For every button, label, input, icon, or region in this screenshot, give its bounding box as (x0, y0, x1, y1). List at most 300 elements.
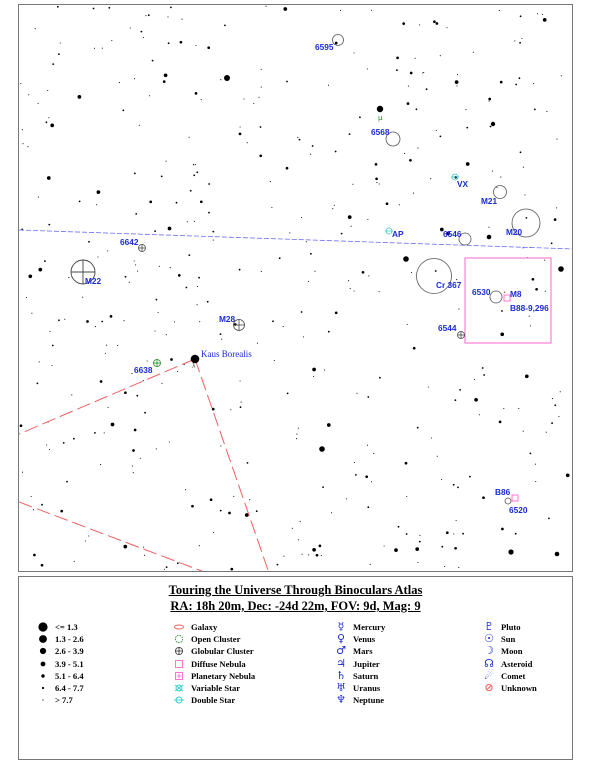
field-star (259, 154, 262, 157)
field-star (413, 347, 416, 350)
field-star (198, 277, 200, 279)
field-star (107, 250, 108, 251)
label-6544: 6544 (438, 323, 457, 333)
field-star (349, 133, 351, 135)
field-star (410, 72, 413, 75)
field-star (119, 82, 120, 83)
field-star (408, 86, 409, 87)
field-star (354, 462, 355, 463)
field-star (57, 6, 59, 8)
legend-mag-label: 3.9 - 5.1 (55, 658, 84, 669)
field-star (199, 321, 200, 322)
field-star (161, 383, 162, 384)
field-star (335, 42, 338, 45)
legend-planet-label: Mars (353, 646, 373, 657)
mag-dot-icon (37, 694, 53, 706)
legend-mag-label: 2.6 - 3.9 (55, 646, 84, 657)
field-star (404, 153, 405, 154)
field-star (367, 445, 368, 446)
field-star (256, 510, 258, 512)
field-star (33, 509, 34, 510)
field-star (86, 320, 89, 323)
field-star (551, 422, 553, 424)
field-star (49, 331, 50, 332)
galaxy-icon (171, 621, 187, 633)
field-star (466, 127, 468, 129)
field-star (332, 208, 333, 209)
legend-body-label: Asteroid (501, 658, 533, 669)
mercury-icon: ☿ (337, 620, 345, 633)
field-star (240, 126, 241, 127)
label-ap: AP (392, 229, 404, 239)
field-star (159, 266, 160, 267)
field-star (558, 416, 559, 417)
field-star (398, 526, 400, 528)
field-star (436, 22, 439, 25)
legend-mag-label: > 7.7 (55, 695, 73, 706)
label-6595: 6595 (315, 42, 334, 52)
field-star (258, 97, 259, 98)
star-chart[interactable] (18, 4, 573, 572)
field-star (68, 277, 69, 278)
field-star (441, 479, 442, 480)
planetary-nebula-icon (171, 670, 187, 682)
field-star (64, 319, 65, 320)
field-star (220, 445, 221, 446)
field-star (532, 278, 535, 281)
field-star (212, 408, 215, 411)
deep-sky-objects (71, 35, 540, 505)
field-star (283, 7, 287, 11)
star-bright-3 (558, 266, 564, 272)
field-star (38, 197, 39, 198)
label-mu: μ (378, 114, 383, 122)
field-star (152, 60, 154, 62)
field-star (543, 18, 547, 22)
field-star (386, 202, 389, 205)
globular-cluster-icon (171, 645, 187, 657)
field-star (141, 31, 143, 33)
field-star (454, 547, 457, 550)
pluto-icon: ♇ (484, 620, 494, 633)
field-star (462, 533, 464, 535)
field-star (458, 309, 459, 310)
field-star (446, 531, 449, 534)
field-star (82, 297, 83, 298)
field-star (286, 81, 288, 83)
diffuse-nebula-icon (171, 658, 187, 670)
legend-mag-label: <= 1.3 (55, 622, 78, 632)
label-m21: M21 (481, 196, 498, 206)
field-star (417, 427, 419, 429)
field-star (124, 391, 127, 394)
field-star (440, 55, 441, 56)
field-star (168, 42, 170, 44)
comet-icon: ☄ (484, 668, 494, 682)
field-star (474, 379, 475, 380)
field-star (166, 161, 167, 162)
field-star (482, 496, 485, 499)
field-star (196, 171, 198, 173)
legend-mag-label: 1.3 - 2.6 (55, 634, 84, 645)
field-star (296, 434, 297, 435)
field-star (519, 77, 521, 79)
field-star (156, 448, 157, 449)
field-star (328, 331, 330, 333)
field-star (100, 464, 101, 465)
label-m22: M22 (85, 276, 102, 286)
star-mu-sgr[interactable] (377, 106, 383, 112)
variable-star-icon (171, 682, 187, 694)
field-star (453, 484, 455, 486)
field-star (308, 281, 309, 282)
field-star (110, 315, 113, 318)
field-star (530, 325, 531, 326)
legend-planet-label: Neptune (353, 695, 385, 706)
legend-panel (18, 576, 573, 760)
field-star (415, 58, 416, 59)
legend-type-label: Galaxy (191, 622, 218, 632)
field-star (419, 535, 420, 536)
field-star (31, 313, 32, 314)
star-bright-1 (224, 75, 230, 81)
field-star (170, 7, 172, 9)
field-star (335, 311, 338, 314)
field-star (187, 221, 188, 222)
mag-dot-icon (37, 633, 53, 645)
field-star (145, 15, 146, 16)
field-star (130, 27, 131, 28)
field-star (260, 126, 262, 128)
field-star (46, 121, 48, 123)
chart-lines (19, 230, 573, 572)
field-star (164, 569, 165, 570)
star-chart-svg (19, 5, 573, 572)
field-star (38, 268, 42, 272)
field-star (176, 202, 178, 204)
field-star (324, 370, 325, 371)
field-star (94, 432, 96, 434)
field-star (490, 126, 492, 128)
field-star (38, 103, 39, 104)
field-star (283, 556, 284, 557)
field-star (170, 267, 171, 268)
field-star (188, 254, 190, 256)
field-star (321, 555, 322, 556)
field-star (433, 20, 436, 23)
field-star (396, 57, 399, 60)
field-star (31, 496, 32, 497)
uranus-icon: ♅ (336, 680, 346, 694)
field-star (22, 143, 23, 144)
field-star (353, 52, 354, 53)
field-star (178, 274, 181, 277)
field-star (310, 154, 311, 155)
label-b88: B88-9,296 (510, 303, 549, 313)
globular-cluster-6642[interactable] (139, 245, 146, 252)
field-star (163, 80, 166, 83)
field-star (189, 137, 190, 138)
field-star (313, 376, 314, 377)
field-star (556, 207, 557, 208)
field-star (292, 528, 293, 529)
star-bright-4 (319, 446, 325, 452)
field-star (123, 545, 127, 549)
legend-planet-label: Mercury (353, 622, 386, 632)
field-star (379, 291, 380, 292)
field-star (520, 151, 522, 153)
field-star (111, 423, 115, 427)
label-kaus-borealis: Kaus Borealis (201, 349, 252, 359)
equator-line (19, 230, 573, 249)
field-star (277, 564, 279, 566)
atlas-subtitle: RA: 18h 20m, Dec: -24d 22m, FOV: 9d, Mag: 9 (170, 599, 421, 613)
open-cluster-6530[interactable] (490, 291, 502, 303)
field-star (286, 167, 289, 170)
field-star (220, 510, 222, 512)
field-star (489, 101, 490, 102)
field-star (316, 554, 319, 557)
field-star (334, 205, 335, 206)
open-cluster-6595[interactable] (333, 35, 344, 46)
field-star (139, 125, 140, 126)
field-star (415, 547, 419, 551)
field-star (444, 566, 445, 567)
field-star (143, 547, 144, 548)
field-star (88, 535, 89, 536)
field-star (94, 48, 95, 49)
field-star (523, 167, 524, 168)
field-star (261, 87, 262, 88)
field-star (166, 566, 168, 568)
field-star (253, 103, 254, 104)
field-star (197, 286, 198, 287)
field-star (164, 73, 168, 77)
field-star (230, 568, 233, 571)
field-star (340, 10, 341, 11)
label-m20: M20 (506, 227, 523, 237)
field-star (134, 260, 135, 261)
field-star (436, 130, 437, 131)
label-6520: 6520 (509, 505, 528, 515)
field-star (331, 512, 332, 513)
field-star (297, 137, 298, 138)
field-star (50, 124, 54, 128)
field-star (296, 438, 297, 439)
field-star (367, 506, 369, 508)
field-star (60, 510, 63, 513)
field-star (465, 109, 466, 110)
globular-cluster-6544[interactable] (458, 332, 465, 339)
field-star (306, 241, 307, 242)
asteroid-icon: ☊ (484, 656, 494, 670)
jupiter-icon: ♃ (336, 656, 346, 670)
field-star (96, 204, 97, 205)
field-star (108, 7, 110, 9)
field-star (375, 177, 378, 180)
legend-body-label: Comet (501, 670, 526, 681)
field-star (174, 321, 175, 322)
field-star (28, 94, 29, 95)
legend-body-label: Sun (501, 634, 516, 645)
field-star (51, 365, 52, 366)
field-star (396, 69, 398, 71)
field-star (503, 408, 504, 409)
field-star (143, 380, 144, 381)
field-star (108, 407, 109, 408)
field-star (194, 221, 195, 222)
field-star (405, 462, 408, 465)
field-star (58, 53, 60, 55)
field-star (180, 41, 183, 44)
field-star (379, 183, 380, 184)
field-star (134, 429, 137, 432)
field-star (328, 85, 329, 86)
field-star (355, 474, 357, 476)
label-6530: 6530 (472, 287, 491, 297)
field-star (132, 449, 135, 452)
field-star (560, 391, 561, 392)
field-star (479, 414, 480, 415)
field-star (195, 92, 198, 95)
legend-type-label: Diffuse Nebula (191, 658, 246, 669)
field-star (240, 380, 241, 381)
field-star (525, 374, 529, 378)
moon-icon: ☽ (484, 644, 494, 658)
field-star (312, 548, 316, 552)
field-star (430, 178, 431, 179)
field-star (117, 345, 118, 346)
field-star (483, 374, 485, 376)
field-star (149, 95, 150, 96)
field-star (249, 499, 250, 500)
field-star (542, 14, 543, 15)
field-star (407, 324, 408, 325)
field-star (431, 437, 432, 438)
field-star (52, 345, 54, 347)
field-star (221, 339, 222, 340)
field-star (208, 183, 210, 185)
field-star (41, 564, 44, 567)
field-star (440, 136, 442, 138)
field-star (426, 88, 428, 90)
field-star (348, 280, 349, 281)
field-star (413, 193, 414, 194)
field-star (200, 200, 203, 203)
field-star (111, 40, 112, 41)
field-star (399, 204, 400, 205)
field-star (207, 46, 210, 49)
field-star (406, 533, 408, 535)
field-star (520, 15, 522, 17)
field-star (169, 441, 170, 442)
field-star (105, 353, 106, 354)
field-star (466, 162, 470, 166)
field-star (394, 548, 398, 552)
field-star (224, 25, 226, 27)
field-star (524, 194, 525, 195)
legend-body-label: Pluto (501, 622, 521, 632)
field-star (446, 27, 447, 28)
constellation-line-a (19, 359, 195, 434)
field-star (303, 336, 304, 337)
field-star (63, 442, 65, 444)
field-star (416, 108, 418, 110)
field-star (49, 449, 50, 450)
legend-body-label: Moon (501, 646, 523, 657)
field-star (457, 74, 458, 75)
legend-type-label: Globular Cluster (191, 646, 254, 657)
field-star (102, 48, 103, 49)
legend-mag-label: 5.1 - 6.4 (55, 670, 84, 681)
field-star (419, 24, 420, 25)
field-star (456, 85, 457, 86)
venus-icon: ♀ (336, 632, 346, 646)
field-star (144, 412, 146, 414)
field-star (335, 151, 337, 153)
label-m8: M8 (510, 289, 522, 299)
field-star (78, 95, 82, 99)
field-star (526, 217, 528, 219)
field-star (266, 6, 267, 7)
field-star (533, 83, 534, 84)
field-star (417, 148, 418, 149)
field-star (402, 22, 405, 25)
field-star (302, 554, 303, 555)
field-star (201, 99, 202, 100)
field-star (554, 404, 556, 406)
field-star (566, 473, 570, 477)
legend-planet-label: Venus (353, 634, 376, 645)
open-cluster-6520[interactable] (505, 498, 511, 504)
field-star (310, 253, 312, 255)
globular-cluster-6638[interactable] (154, 360, 161, 367)
star-kaus-borealis[interactable] (191, 355, 200, 364)
field-star (455, 399, 457, 401)
field-star (348, 215, 352, 219)
field-star (521, 38, 522, 39)
diffuse-nebula-b86[interactable] (512, 495, 518, 501)
field-star (58, 319, 60, 321)
neptune-icon: ♆ (336, 693, 346, 707)
field-star (257, 343, 258, 344)
field-star (428, 386, 429, 387)
globular-cluster-m28[interactable] (234, 320, 245, 331)
star-bright-8 (491, 122, 495, 126)
field-star (351, 226, 352, 227)
field-star (161, 176, 163, 178)
field-star (210, 498, 213, 501)
label-lambda: λ (192, 363, 196, 370)
field-star (158, 312, 159, 313)
field-star (473, 52, 474, 53)
field-star (458, 567, 459, 568)
field-star (500, 332, 504, 336)
field-of-view-box (465, 258, 551, 343)
field-star (496, 187, 497, 188)
field-star (199, 545, 200, 546)
field-star (195, 45, 196, 46)
legend-mag-label: 6.4 - 7.7 (55, 682, 84, 693)
field-star (518, 408, 519, 409)
mag-dot-icon (37, 645, 53, 657)
field-star (233, 496, 234, 497)
field-star (193, 174, 195, 176)
field-star (545, 291, 546, 292)
field-star (500, 81, 503, 84)
field-star (170, 358, 173, 361)
field-star (456, 520, 457, 521)
